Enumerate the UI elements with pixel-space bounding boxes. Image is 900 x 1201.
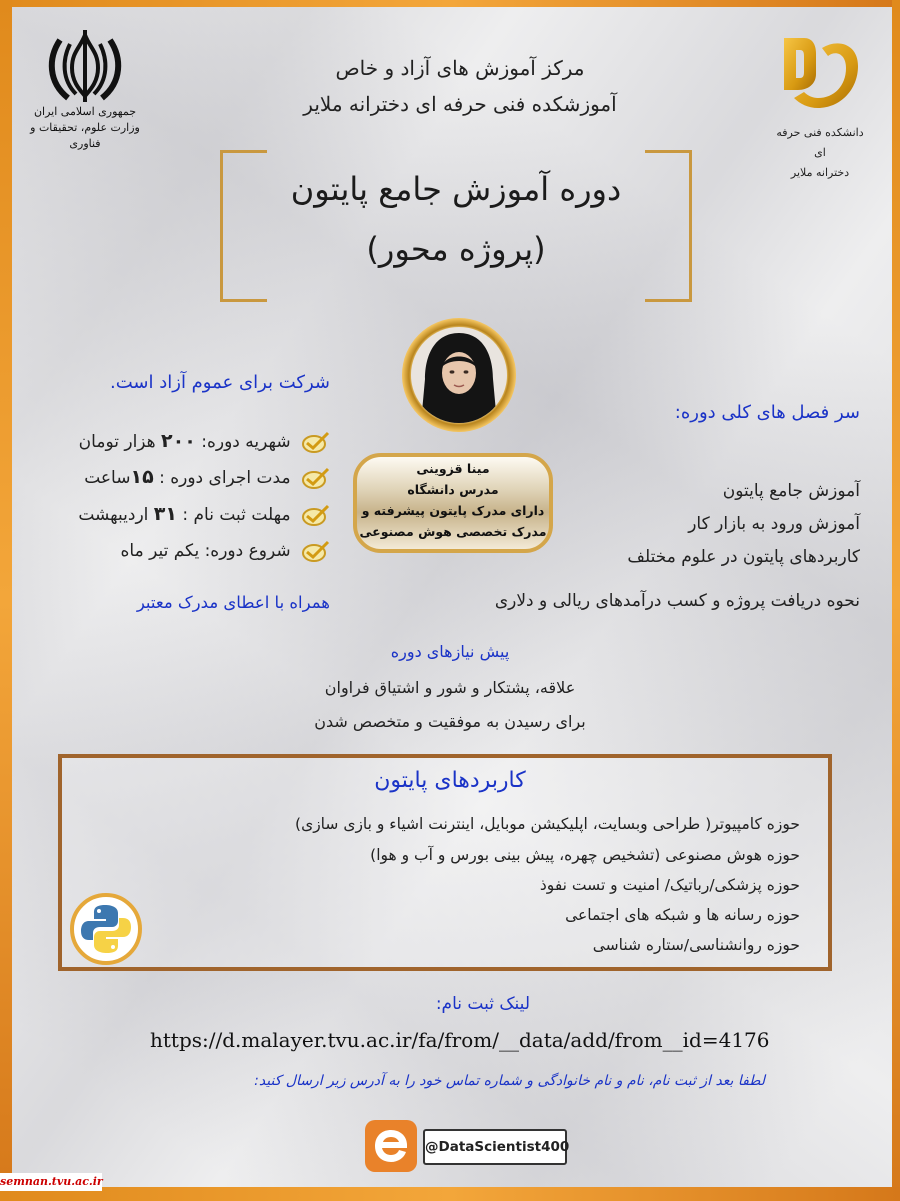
syllabus-heading: سر فصل های کلی دوره:: [674, 402, 860, 423]
instructor-photo: [411, 327, 507, 423]
deadline-label: مهلت ثبت نام :: [182, 505, 291, 525]
duration-row: [30, 466, 330, 489]
frame-left: [0, 0, 12, 1201]
deadline-number: ۳۱: [153, 503, 177, 525]
course-title: دوره آموزش جامع پایتون: [290, 170, 622, 208]
instructor-role: مدرس دانشگاه: [407, 482, 499, 497]
duration-label: مدت اجرای دوره :: [159, 468, 291, 488]
applications-heading: کاربردهای پایتون: [374, 768, 526, 793]
check-icon: [302, 504, 330, 526]
application-item-3: حوزه پزشکی/رباتیک/ امنیت و تست نفوذ: [539, 876, 800, 894]
title-box: [220, 150, 692, 298]
contact-handle[interactable]: [365, 1120, 570, 1172]
iran-emblem-icon: [40, 30, 130, 105]
emblem-caption: [25, 104, 145, 152]
frame-top: [0, 0, 900, 7]
syllabus-item-2: آموزش ورود به بازار کار: [688, 514, 860, 534]
frame-bottom: [0, 1187, 900, 1201]
instructor-name: مینا قزوینی: [416, 461, 490, 476]
prereq-line-2: برای رسیدن به موفقیت و متخصص شدن: [314, 712, 586, 731]
site-watermark: semnan.tvu.ac.ir: [0, 1173, 102, 1191]
emblem-caption-line2: وزارت علوم، تحقیقات و فناوری: [30, 121, 140, 150]
fee-unit: هزار تومان: [78, 432, 156, 452]
university-caption: [770, 123, 870, 183]
syllabus-item-3: کاربردهای پایتون در علوم مختلف: [627, 547, 860, 567]
deadline-unit: اردیبهشت: [78, 505, 149, 525]
syllabus-item-4: نحوه دریافت پروژه و کسب درآمدهای ریالی و دلاری: [494, 591, 860, 611]
person-icon: [411, 327, 507, 423]
university-logo-icon: [778, 30, 862, 114]
instructor-cert-1: دارای مدرک پایتون پیشرفته و: [361, 503, 545, 518]
deadline-row: [30, 503, 330, 526]
fee-label: شهریه دوره:: [201, 432, 291, 452]
duration-number: ۱۵: [130, 466, 154, 488]
start-date: شروع دوره: یکم تیر ماه: [120, 541, 291, 561]
frame-right: [892, 0, 900, 1201]
application-item-1: حوزه کامپیوتر( طراحی وبسایت، اپلیکیشن موبایل، اینترنت اشیاء و بازی سازی): [295, 815, 800, 833]
check-icon: [302, 431, 330, 453]
certificate-note: همراه با اعطای مدرک معتبر: [136, 593, 330, 612]
registration-heading: لینک ثبت نام:: [435, 994, 530, 1014]
prereq-heading: پیش نیازهای دوره: [390, 642, 510, 661]
check-icon: [302, 467, 330, 489]
eitaa-icon: [365, 1120, 417, 1172]
fee-number: ۲۰۰: [161, 430, 196, 452]
university-caption-line1: دانشکده فنی حرفه ای: [776, 126, 864, 159]
instructor-plaque: [353, 453, 553, 553]
course-subtitle: (پروژه محور): [366, 230, 546, 268]
start-row: [30, 540, 330, 562]
contact-handle-label: @DataScientist400: [423, 1129, 567, 1165]
emblem-caption-line1: جمهوری اسلامی ایران: [33, 105, 137, 118]
header-school-name: آموزشکده فنی حرفه ای دخترانه ملایر: [303, 92, 617, 116]
python-logo-icon: [70, 893, 142, 965]
application-item-2: حوزه هوش مصنوعی (تشخیص چهره، پیش بینی بورس و آب و هوا): [370, 846, 800, 864]
duration-unit: ساعت: [84, 468, 131, 488]
application-item-4: حوزه رسانه ها و شبکه های اجتماعی: [565, 906, 800, 924]
instructor-cert-2: مدرک تخصصی هوش مصنوعی: [359, 524, 547, 539]
prereq-line-1: علاقه، پشتکار و شور و اشتیاق فراوان: [324, 678, 576, 697]
check-icon: [302, 540, 330, 562]
fee-row: [30, 430, 330, 453]
registration-note: لطفا بعد از ثبت نام، نام و نام خانوادگی و شماره تماس خود را به آدرس زیر ارسال کنید:: [254, 1073, 765, 1089]
registration-link[interactable]: https://d.malayer.tvu.ac.ir/fa/from/__data/add/from__id=4176: [150, 1028, 770, 1052]
syllabus-item-1: آموزش جامع پایتون: [722, 481, 860, 501]
instructor-photo-frame: [402, 318, 516, 432]
application-item-5: حوزه روانشناسی/ستاره شناسی: [592, 936, 800, 954]
university-caption-line2: دخترانه ملایر: [790, 166, 850, 179]
open-to-public: شرکت برای عموم آزاد است.: [110, 372, 330, 393]
header-center-name: مرکز آموزش های آزاد و خاص: [335, 56, 585, 80]
